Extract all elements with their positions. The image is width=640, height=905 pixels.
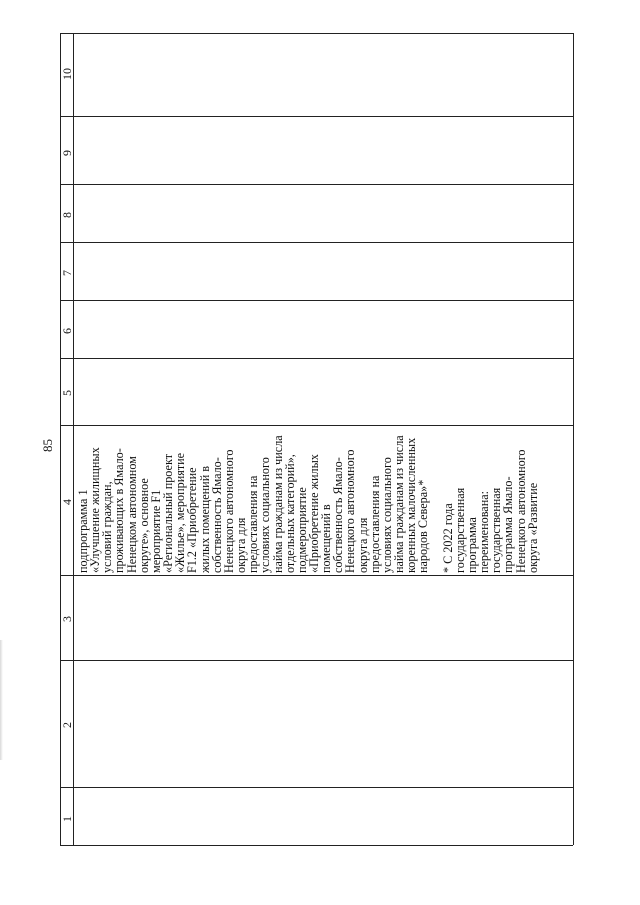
cell-line: подмероприятие	[294, 487, 309, 573]
col-header-1: 1	[60, 816, 74, 822]
paragraph-gap	[430, 153, 442, 573]
col-header-10: 10	[60, 68, 74, 80]
cell-line: Ненецкого автономного	[343, 449, 358, 573]
table-border-left	[60, 845, 573, 846]
cell-line: собственность Ямало-	[209, 457, 224, 573]
col-header-5: 5	[60, 390, 74, 396]
cell-line: предоставления на	[246, 475, 261, 573]
cell-line: народов Севера»*	[416, 479, 431, 573]
cell-line: жилых помещений в	[197, 465, 212, 573]
cell-line: найма гражданам из числа	[270, 435, 285, 573]
cell-line: F1.2 «Приобретение	[185, 467, 200, 573]
cell-line: проживающих в Ямало-	[112, 448, 127, 573]
cell-line: найма гражданам из числа	[392, 435, 407, 573]
cell-line: помещений в	[319, 504, 334, 573]
footnote-line: программа Ямало-	[501, 476, 516, 573]
cell-line: Ненецкого автономного	[221, 449, 236, 573]
footnote-line: * С 2022 года	[440, 503, 455, 573]
page-number: 85	[40, 439, 55, 452]
page-edge-shadow	[0, 640, 3, 760]
col-header-8: 8	[60, 212, 74, 218]
footnote-line: Ненецкого автономного	[513, 449, 528, 573]
cell-line: условиях социального	[379, 457, 394, 573]
cell-line: подпрограмма 1	[76, 489, 90, 573]
cell-line: Ненецком автономном	[124, 456, 139, 573]
footnote-line: государственная	[489, 487, 504, 573]
col-divider-3-2	[60, 660, 573, 661]
cell-line: «Жилье», мероприятие	[173, 452, 188, 573]
table-border-right	[60, 33, 573, 34]
footnote-line: программа	[464, 517, 479, 573]
cell-line: собственность Ямало-	[331, 457, 346, 573]
cell-line: округа для	[234, 517, 249, 573]
cell-line: предоставления на	[367, 475, 382, 573]
col-header-4: 4	[60, 499, 74, 505]
cell-line: «Улучшение жилищных	[88, 447, 103, 573]
cell-line: условий граждан,	[100, 481, 115, 573]
cell-line: мероприятие F1	[148, 489, 163, 573]
cell-line: «Приобретение жилых	[306, 454, 321, 573]
cell-line: округа для	[355, 517, 370, 573]
footnote-line: государственная	[452, 487, 467, 573]
cell-col4-text	[77, 153, 539, 573]
col-header-3: 3	[60, 616, 74, 622]
col-header-6: 6	[60, 328, 74, 334]
cell-line: условиях социального	[258, 457, 273, 573]
footnote-line: переименована:	[477, 490, 492, 573]
col-divider-4-3	[60, 575, 573, 576]
col-header-2: 2	[60, 722, 74, 728]
col-header-7: 7	[60, 270, 74, 276]
col-divider-10-9	[60, 116, 573, 117]
cell-line: коренных малочисленных	[404, 437, 419, 573]
cell-line: округе», основное	[136, 478, 151, 573]
table-border-bottom	[573, 33, 574, 845]
cell-line: отдельных категорий»,	[282, 454, 297, 573]
footnote-line: округа «Развитие	[525, 482, 540, 573]
cell-line: «Региональный проект	[161, 453, 176, 573]
col-header-9: 9	[60, 150, 74, 156]
col-divider-2-1	[60, 787, 573, 788]
